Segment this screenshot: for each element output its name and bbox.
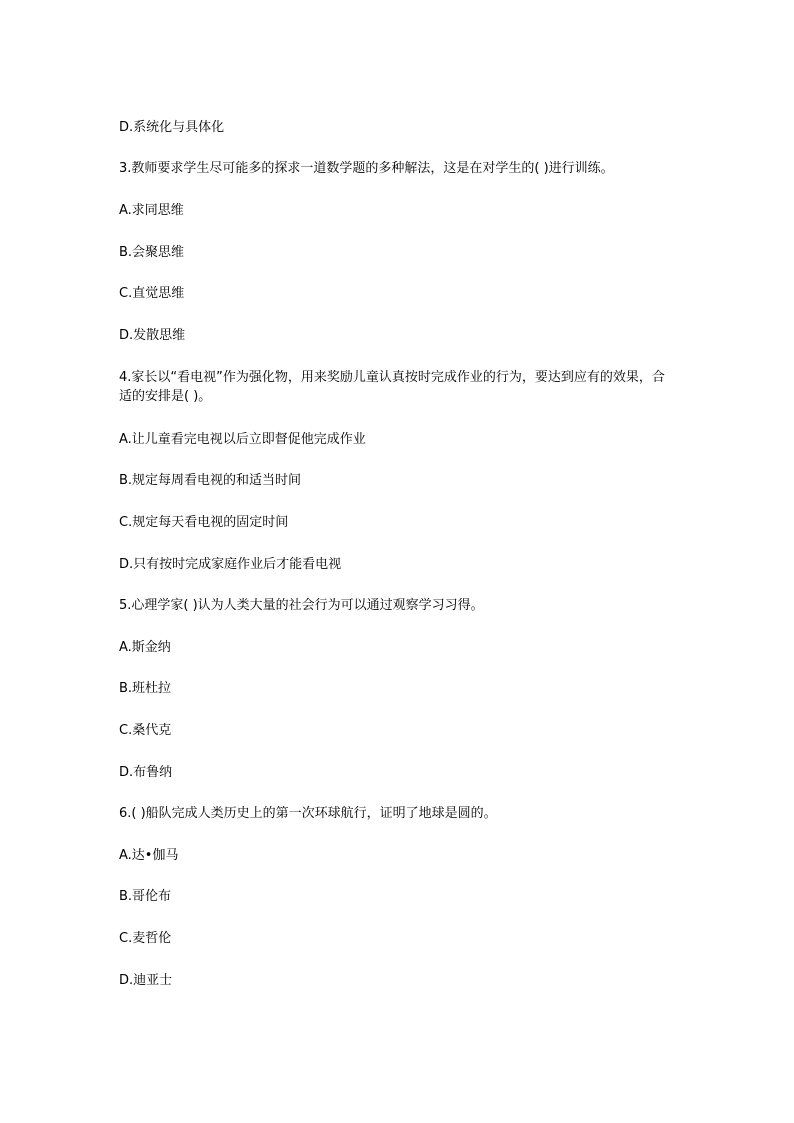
question-4-option-c: C.规定每天看电视的固定时间 [119, 515, 289, 530]
question-3-stem: 3.教师要求学生尽可能多的探求一道数学题的多种解法，这是在对学生的( )进行训练。 [119, 161, 614, 176]
option-d-prev: D.系统化与具体化 [119, 120, 225, 135]
question-5-option-d: D.布鲁纳 [119, 765, 173, 780]
question-6-option-d: D.迪亚士 [119, 973, 173, 988]
question-4-option-a: A.让儿童看完电视以后立即督促他完成作业 [119, 432, 366, 447]
question-6-option-c: C.麦哲伦 [119, 931, 172, 946]
question-5-stem: 5.心理学家( )认为人类大量的社会行为可以通过观察学习习得。 [119, 598, 484, 613]
question-6-stem: 6.( )船队完成人类历史上的第一次环球航行，证明了地球是圆的。 [119, 806, 497, 821]
question-5-option-a: A.斯金纳 [119, 640, 171, 655]
question-5-option-c: C.桑代克 [119, 723, 172, 738]
question-3-option-a: A.求同思维 [119, 203, 184, 218]
question-3-option-d: D.发散思维 [119, 328, 186, 343]
question-4-option-d: D.只有按时完成家庭作业后才能看电视 [119, 557, 342, 572]
question-6-option-b: B.哥伦布 [119, 889, 172, 904]
question-4-stem: 4.家长以“看电视”作为强化物，用来奖励儿童认真按时完成作业的行为，要达到应有的效果，合适的安排是( )。 [119, 370, 665, 404]
question-3-option-b: B.会聚思维 [119, 245, 185, 260]
question-3-option-c: C.直觉思维 [119, 286, 185, 301]
question-6-option-a: A.达•伽马 [119, 848, 179, 863]
question-4-option-b: B.规定每周看电视的和适当时间 [119, 473, 302, 488]
question-5-option-b: B.班杜拉 [119, 681, 172, 696]
